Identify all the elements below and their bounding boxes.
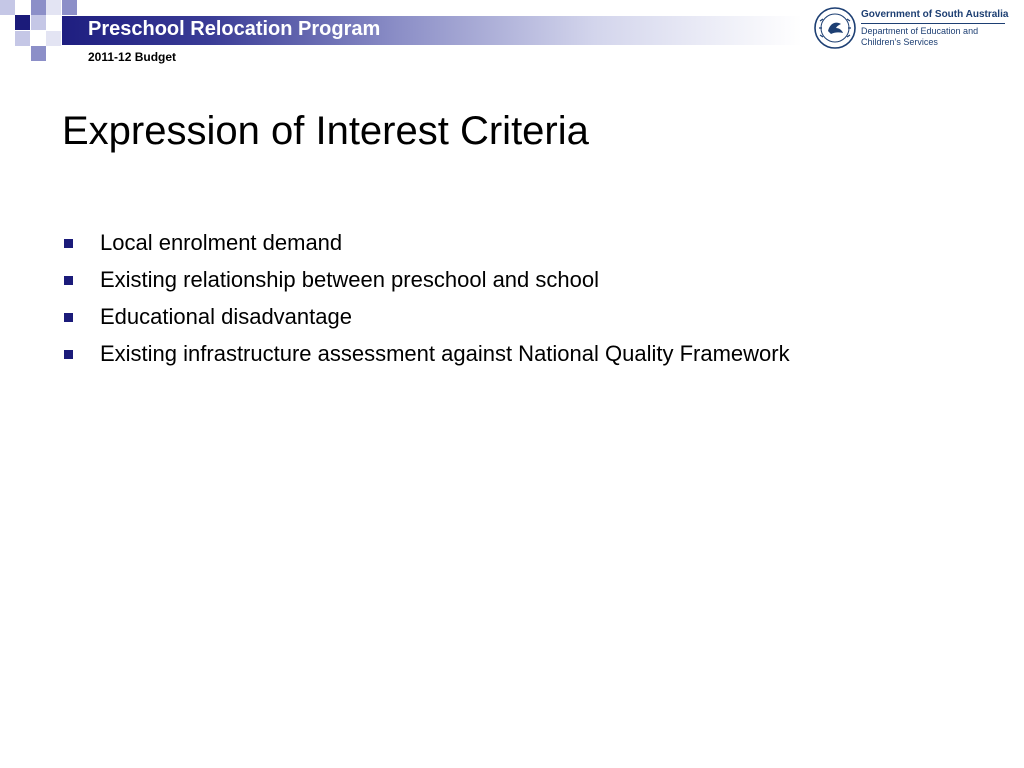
logo-divider <box>861 23 1005 24</box>
deco-square <box>31 0 46 15</box>
state-crest-icon <box>814 7 856 49</box>
list-item-text: Educational disadvantage <box>100 304 352 329</box>
list-item-text: Existing relationship between preschool and school <box>100 267 599 292</box>
square-bullet-icon <box>64 239 73 248</box>
presentation-title: Preschool Relocation Program <box>88 18 381 40</box>
deco-square <box>46 0 61 15</box>
square-bullet-icon <box>64 350 73 359</box>
deco-square <box>31 46 46 61</box>
deco-square <box>15 31 30 46</box>
list-item-text: Existing infrastructure assessment against National Quality Framework <box>100 341 790 366</box>
square-bullet-icon <box>64 313 73 322</box>
deco-square <box>15 15 30 30</box>
deco-square <box>62 0 77 15</box>
list-item-text: Local enrolment demand <box>100 230 343 255</box>
square-bullet-icon <box>64 276 73 285</box>
deco-square <box>0 0 15 15</box>
deco-square <box>46 31 61 46</box>
government-logo <box>812 6 1008 52</box>
logo-government-text: Government of South Australia <box>861 9 1009 20</box>
presentation-subtitle: 2011-12 Budget <box>88 50 177 64</box>
deco-square <box>31 15 46 30</box>
logo-department-text-2: Children’s Services <box>861 37 938 47</box>
logo-department-text: Department of Education and <box>861 26 979 36</box>
slide-title: Expression of Interest Criteria <box>62 109 589 153</box>
